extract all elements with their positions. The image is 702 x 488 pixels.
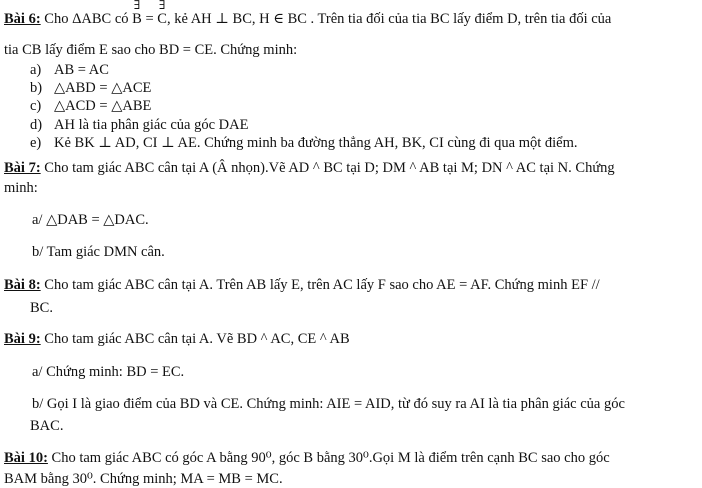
exercise-6-line-2: tia CB lấy điểm E sao cho BD = CE. Chứng minh: bbox=[4, 42, 298, 58]
exercise-9-part-b-line-2: BAC. bbox=[30, 418, 64, 434]
exercise-6-item-a: a) AB = AC bbox=[30, 62, 109, 78]
exercise-7-part-b: b/ Tam giác DMN cân. bbox=[32, 244, 165, 260]
exercise-6-line-1: Bài 6: Cho ΔABC có ∃ B = ∃ C, kẻ AH ⊥ BC, H ∈ BC . Trên tia đối của tia BC lấy điểm D, trên tia đối của bbox=[4, 0, 612, 27]
exercise-7-line-2: minh: bbox=[4, 180, 38, 196]
exercise-7-line-1: Bài 7: Cho tam giác ABC cân tại A (Â nhọn).Vẽ AD ^ BC tại D; DM ^ AB tại M; DN ^ AC tại N. Chứng bbox=[4, 160, 615, 176]
exercise-6-item-e: e) Kẻ BK ⊥ AD, CI ⊥ AE. Chứng minh ba đường thẳng AH, BK, CI cùng đi qua một điểm. bbox=[30, 135, 578, 151]
exercise-10-line-2: BAM bằng 30⁰. Chứng minh; MA = MB = MC. bbox=[4, 471, 283, 487]
angle-b: ∃ B bbox=[132, 0, 142, 27]
exercise-8-line-1: Bài 8: Cho tam giác ABC cân tại A. Trên AB lấy E, trên AC lấy F sao cho AE = AF. Chứng minh EF // bbox=[4, 277, 600, 293]
angle-mark-c: ∃ bbox=[158, 0, 166, 12]
exercise-6-item-b: b) △ABD = △ACE bbox=[30, 80, 152, 96]
exercise-6-item-d: d) AH là tia phân giác của góc DAE bbox=[30, 117, 249, 133]
exercise-9-line-1: Bài 9: Cho tam giác ABC cân tại A. Vẽ BD ^ AC, CE ^ AB bbox=[4, 331, 350, 347]
exercise-9-label: Bài 9: bbox=[4, 331, 41, 347]
exercise-8-line-2: BC. bbox=[30, 300, 53, 316]
exercise-9-part-a: a/ Chứng minh: BD = EC. bbox=[32, 364, 185, 380]
exercise-10-line-1: Bài 10: Cho tam giác ABC có góc A bằng 90⁰, góc B bằng 30⁰.Gọi M là điểm trên cạnh BC sao cho góc bbox=[4, 450, 610, 466]
exercise-7-label: Bài 7: bbox=[4, 160, 41, 176]
angle-mark-b: ∃ bbox=[133, 0, 141, 12]
exercise-9-part-b-line-1: b/ Gọi I là giao điểm của BD và CE. Chứng minh: AIE = AID, từ đó suy ra AI là tia phân giác của góc bbox=[32, 396, 625, 412]
exercise-6-label: Bài 6: bbox=[4, 11, 41, 27]
exercise-8-label: Bài 8: bbox=[4, 277, 41, 293]
exercise-6-item-c: c) △ACD = △ABE bbox=[30, 98, 152, 114]
exercise-10-label: Bài 10: bbox=[4, 450, 48, 466]
angle-c: ∃ C bbox=[157, 0, 167, 27]
exercise-7-part-a: a/ △DAB = △DAC. bbox=[32, 212, 149, 228]
